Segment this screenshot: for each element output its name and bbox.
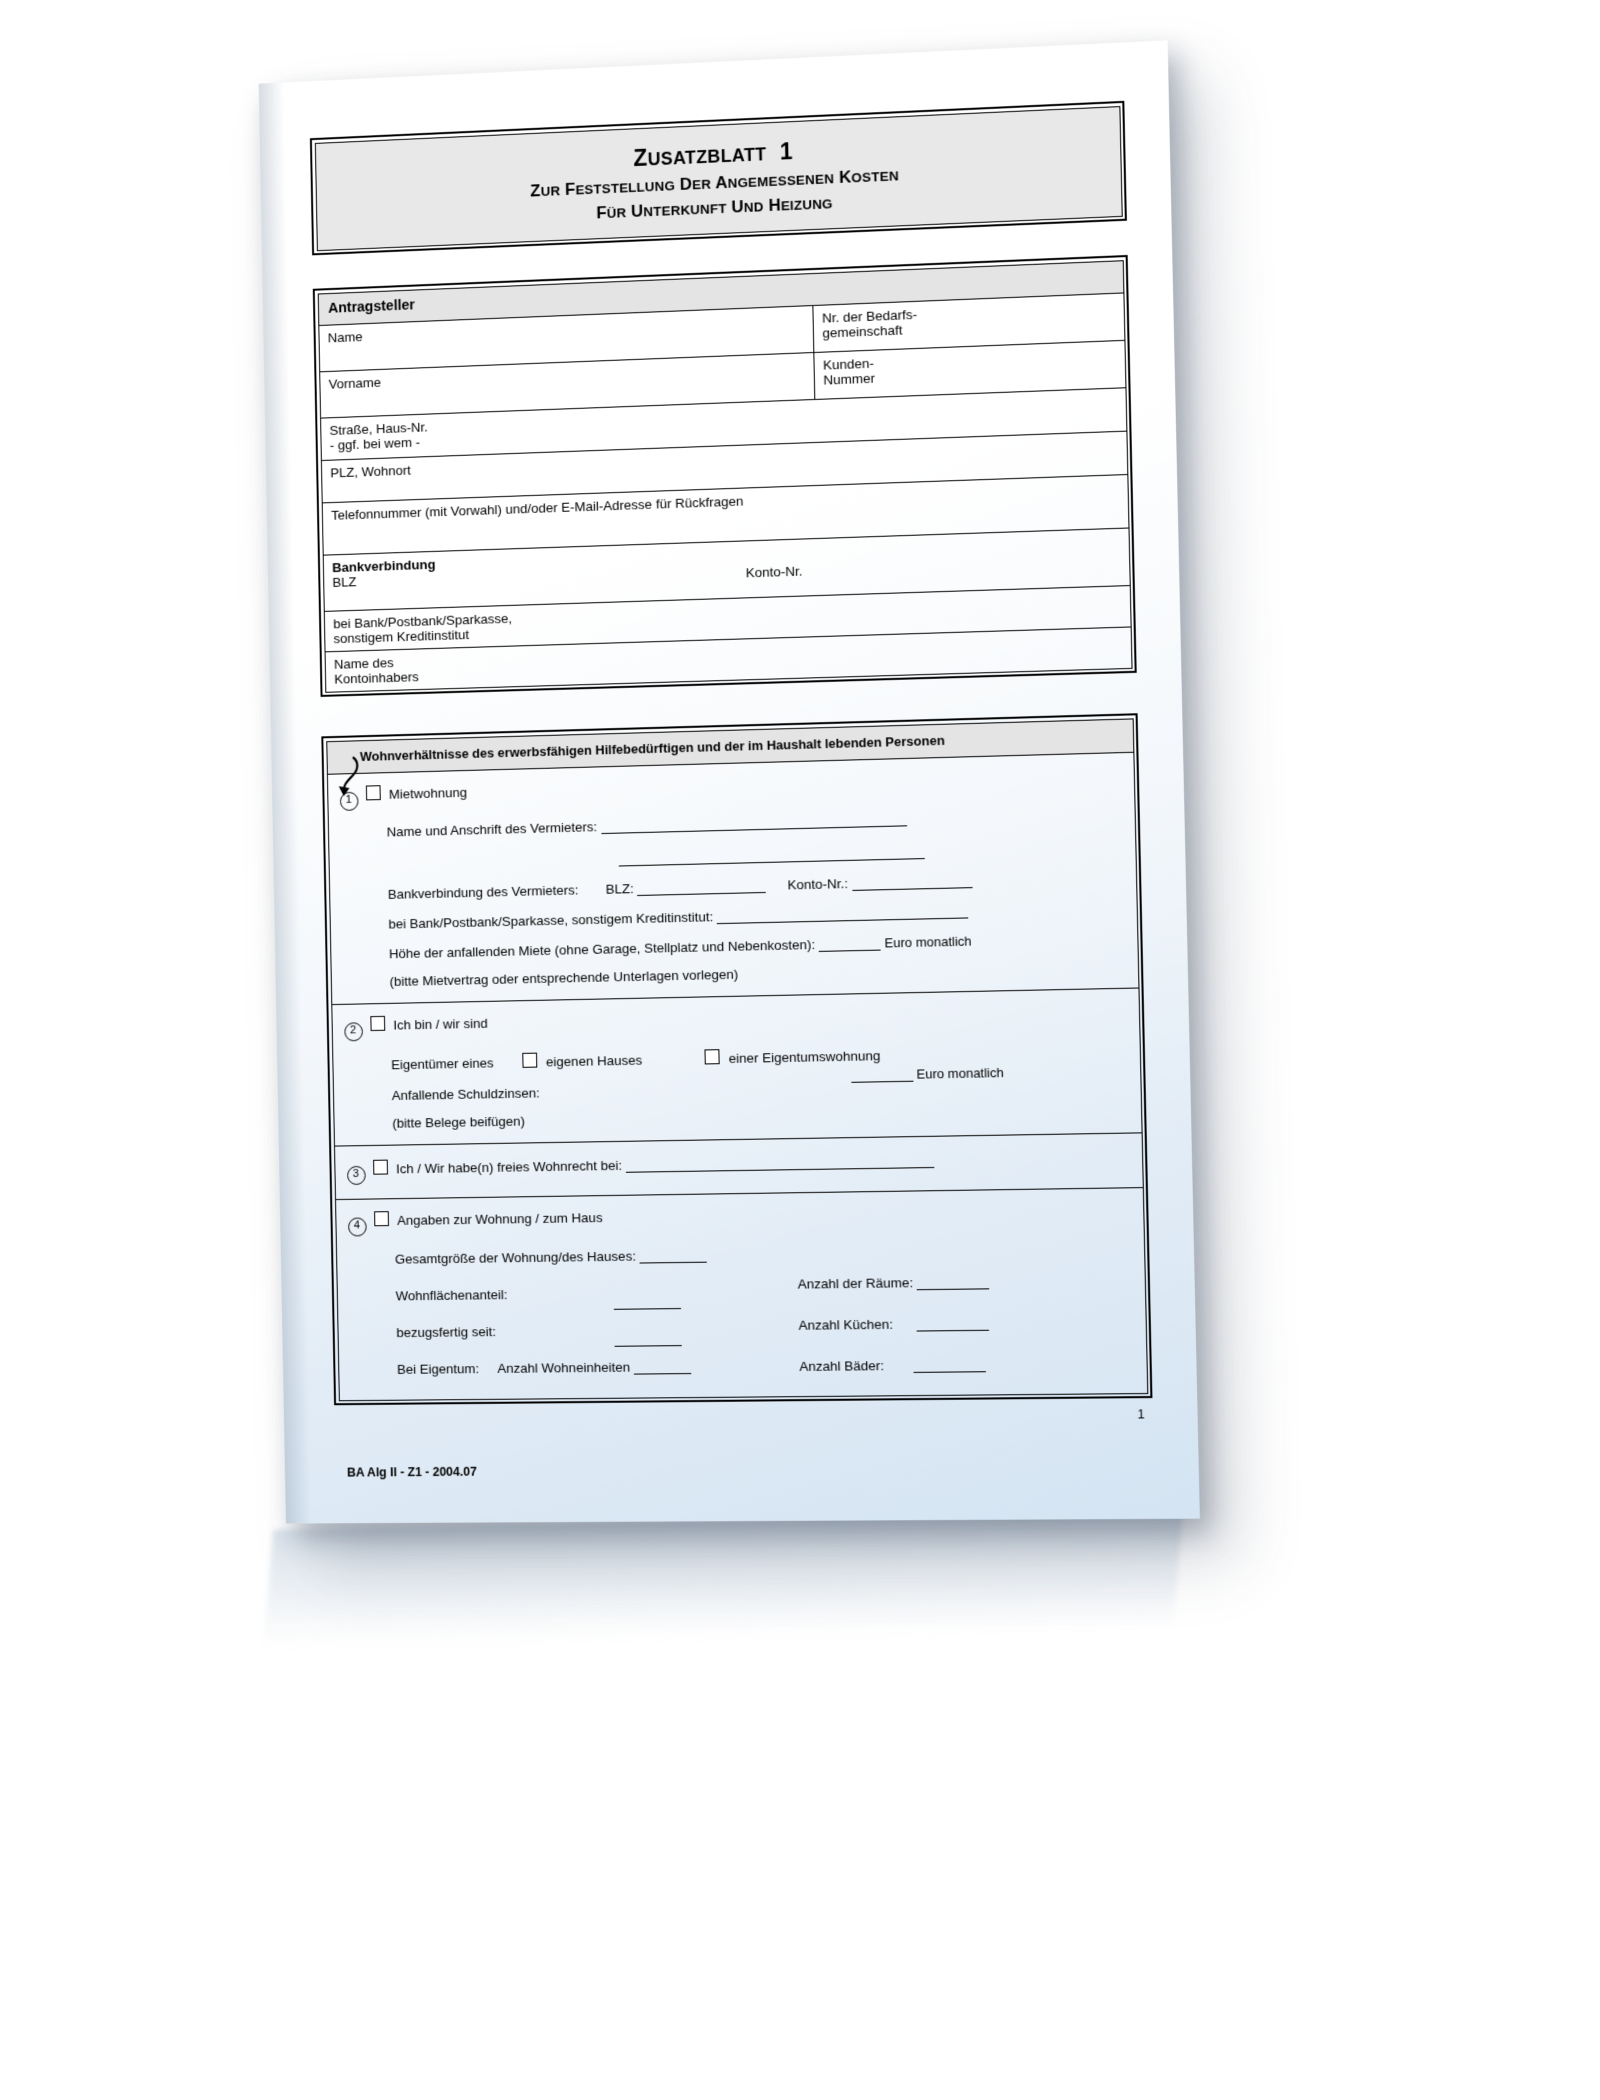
section-4-right-column <box>797 1225 1132 1373</box>
subtitle-1-text: ZUR FESTSTELLUNG DER ANGEMESSENEN KOSTEN <box>530 166 899 200</box>
paper-sheet-wrapper <box>259 40 1200 1523</box>
input-raeume[interactable] <box>917 1275 990 1290</box>
label-schuldzinsen: Anfallende Schuldzinsen: <box>391 1084 540 1103</box>
label-plz: PLZ, Wohnort <box>330 462 411 480</box>
checkbox-eigentuemer[interactable] <box>370 1015 385 1030</box>
label-miete-euro: Euro monatlich <box>884 932 972 950</box>
section-3-row <box>346 1147 1127 1184</box>
wohnflaeche-row <box>396 1283 798 1303</box>
eigentuemer-row <box>391 1041 1125 1072</box>
label-vorname: Vorname <box>328 374 382 392</box>
label-schuldzinsen-hint: (bitte Belege beifügen) <box>392 1113 526 1131</box>
input-bezugsfertig[interactable] <box>614 1332 681 1347</box>
label-schuldzinsen-euro: Euro monatlich <box>916 1064 1004 1082</box>
kuechen-row <box>798 1314 1131 1333</box>
input-wohnflaeche[interactable] <box>613 1295 680 1310</box>
page-number: 1 <box>1137 1407 1145 1422</box>
vermieter-field <box>387 805 1121 839</box>
input-gesamtgroesse[interactable] <box>639 1248 707 1263</box>
title-word-rest: USATZBLATT <box>647 143 767 169</box>
schuldzinsen-hint <box>392 1103 1126 1131</box>
label-vermieter-bank: Bankverbindung des Vermieters: <box>387 881 579 902</box>
label-gesamtgroesse: Gesamtgröße der Wohnung/des Hauses: <box>394 1248 637 1267</box>
checkbox-eigenes-haus[interactable] <box>522 1052 537 1067</box>
label-institut-2: sonstigem Kreditinstitut <box>333 626 470 646</box>
label-eigentuemer-eines: Eigentümer eines <box>391 1054 494 1072</box>
label-vermieter-institut: bei Bank/Postbank/Sparkasse, sonstigem Kreditinstitut: <box>388 908 714 932</box>
label-blz: BLZ <box>332 573 357 590</box>
label-strasse-2: - ggf. bei wem - <box>329 434 421 453</box>
input-vermieter-institut[interactable] <box>717 904 969 924</box>
gesamtgroesse-row <box>395 1246 797 1266</box>
label-bedarfsgemeinschaft-2: gemeinschaft <box>822 321 903 341</box>
applicant-box <box>313 255 1137 697</box>
label-ich-bin-wir-sind: Ich bin / wir sind <box>393 1015 488 1033</box>
baeder-row <box>799 1355 1132 1373</box>
input-wohnrecht[interactable] <box>626 1153 935 1172</box>
label-wohnflaeche: Wohnflächenanteil: <box>395 1286 508 1303</box>
title-block <box>310 101 1127 256</box>
housing-section <box>321 713 1152 1405</box>
input-schuldzinsen[interactable] <box>851 1067 913 1082</box>
label-inhaber-2: Kontoinhabers <box>334 668 419 687</box>
label-eigenes-haus: eigenen Hauses <box>545 1052 643 1069</box>
applicant-box-inner <box>317 260 1132 693</box>
label-wohneinheiten: Anzahl Wohneinheiten <box>497 1359 631 1376</box>
label-kundennummer-2: Nummer <box>823 370 876 388</box>
section-4-left-column <box>348 1230 800 1378</box>
housing-heading <box>327 719 1133 774</box>
label-konto-nr: Konto-Nr. <box>745 563 803 580</box>
label-kuechen: Anzahl Küchen: <box>798 1316 894 1333</box>
title-number: 1 <box>779 137 794 165</box>
label-kundennummer-1: Kunden- <box>822 355 875 373</box>
schuldzinsen-row <box>391 1064 1126 1103</box>
miete-field <box>389 930 1123 961</box>
subtitle-2-text: FÜR UNTERKUNFT UND HEIZUNG <box>596 194 833 222</box>
label-inhaber-1: Name des <box>333 654 394 672</box>
input-vermieter-line2[interactable] <box>618 844 924 866</box>
label-vermieter: Name und Anschrift des Vermieters: <box>386 818 598 839</box>
label-baeder: Anzahl Bäder: <box>799 1357 885 1374</box>
section-2-row <box>344 1000 1125 1040</box>
label-strasse-1: Straße, Haus-Nr. <box>329 419 428 438</box>
label-vermieter-blz: BLZ: <box>605 880 634 897</box>
label-raeume: Anzahl der Räume: <box>797 1274 914 1292</box>
title-word: Z <box>633 144 648 171</box>
bezugsfertig-row <box>396 1320 798 1339</box>
label-wohnrecht: Ich / Wir habe(n) freies Wohnrecht bei: <box>395 1157 623 1176</box>
vermieter-bank-field <box>388 869 1122 901</box>
input-vermieter-blz[interactable] <box>637 878 766 895</box>
section-1-number: 1 <box>339 791 358 810</box>
title-inner <box>314 106 1122 251</box>
label-miete-hint: (bitte Mietvertrag oder entsprechende Unterlagen vorlegen) <box>389 966 739 989</box>
label-telefon: Telefonnummer (mit Vorwahl) und/oder E-Mail-Adresse für Rückfragen <box>331 493 744 523</box>
checkbox-wohnrecht[interactable] <box>373 1159 388 1174</box>
label-vermieter-konto: Konto-Nr.: <box>787 875 849 892</box>
input-vermieter-line1[interactable] <box>601 812 907 834</box>
label-bei-eigentum: Bei Eigentum: <box>396 1360 480 1377</box>
label-name: Name <box>327 328 363 345</box>
label-bankverbindung: Bankverbindung <box>332 556 436 575</box>
section-2-number: 2 <box>344 1022 363 1041</box>
eigentum-row <box>397 1357 800 1376</box>
vermieter-institut-field <box>388 899 1122 931</box>
label-mietwohnung: Mietwohnung <box>388 784 468 802</box>
label-angaben-wohnung: Angaben zur Wohnung / zum Haus <box>396 1209 603 1228</box>
housing-section-4 <box>336 1188 1147 1400</box>
input-miete[interactable] <box>819 936 881 951</box>
checkbox-angaben-wohnung[interactable] <box>374 1211 389 1226</box>
housing-section-2 <box>332 988 1141 1146</box>
label-bezugsfertig: bezugsfertig seit: <box>396 1323 497 1340</box>
housing-heading-text: Wohnverhältnisse des erwerbsfähigen Hilfebedürftigen und der im Haushalt lebenden Personen <box>359 732 945 764</box>
applicant-heading: Antragsteller <box>318 261 1123 326</box>
section-3-number: 3 <box>347 1165 366 1184</box>
section-4-number: 4 <box>348 1217 367 1236</box>
housing-section-1 <box>327 752 1138 1004</box>
form-page <box>259 40 1200 1523</box>
label-eigentumswohnung: einer Eigentumswohnung <box>728 1047 881 1066</box>
vermieter-field-line2 <box>387 839 1121 872</box>
checkbox-mietwohnung[interactable] <box>365 785 380 800</box>
housing-box <box>321 713 1152 1405</box>
footer-form-code: BA Alg II - Z1 - 2004.07 <box>346 1464 477 1480</box>
input-wohneinheiten[interactable] <box>634 1360 692 1375</box>
section-1-row <box>339 765 1119 811</box>
label-bedarfsgemeinschaft-1: Nr. der Bedarfs- <box>821 306 918 326</box>
label-miete: Höhe der anfallenden Miete (ohne Garage, Stellplatz und Nebenkosten): <box>388 936 816 961</box>
raeume-row <box>797 1272 1130 1291</box>
housing-box-inner <box>326 718 1148 1401</box>
label-institut-1: bei Bank/Postbank/Sparkasse, <box>333 610 513 631</box>
miete-hint <box>389 958 1123 989</box>
input-kuechen[interactable] <box>916 1316 989 1331</box>
input-vermieter-konto[interactable] <box>852 874 972 891</box>
section-4-row <box>347 1200 1128 1236</box>
input-baeder[interactable] <box>914 1358 987 1373</box>
section-4-columns <box>348 1225 1132 1378</box>
checkbox-eigentumswohnung[interactable] <box>705 1049 720 1064</box>
